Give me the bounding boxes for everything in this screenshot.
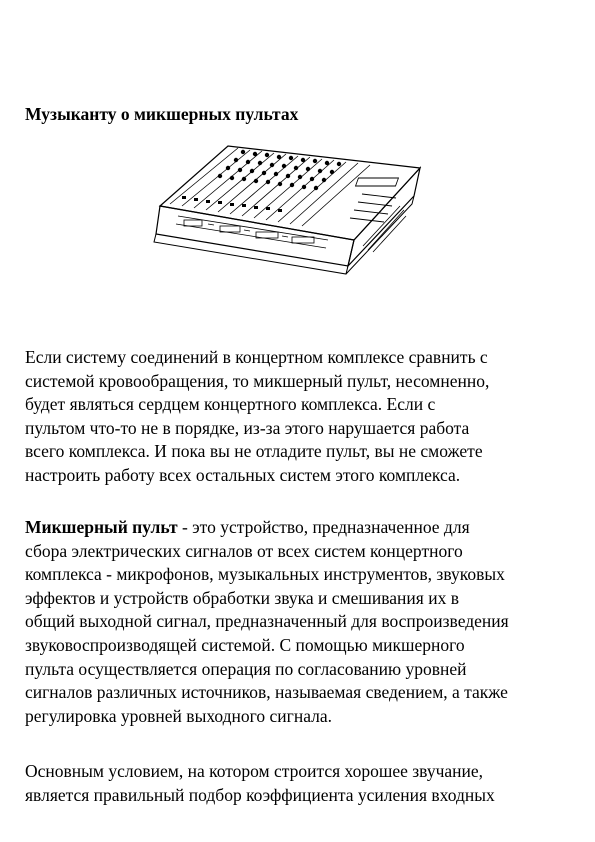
- paragraph-intro: [25, 346, 585, 488]
- text-line: звуковоспроизводящей системой. С помощью микшерного: [25, 634, 465, 655]
- mixing-console-icon: [148, 138, 438, 300]
- text-line: регулировка уровней выходного сигнала.: [25, 705, 333, 726]
- definition-start: - это устройство, предназначенное для: [177, 517, 470, 537]
- text-line: будет являться сердцем концертного комплекса. Если с: [25, 394, 436, 415]
- text-line: системой кровообращения, то микшерный пульт, несомненно,: [25, 370, 490, 391]
- text-line: пультом что-то не в порядке, из-за этого нарушается работа: [25, 417, 470, 438]
- paragraph-conditions: [25, 760, 585, 807]
- text-line: всего комплекса. И пока вы не отладите пульт, вы не сможете: [25, 441, 483, 462]
- paragraph-definition: [25, 516, 585, 728]
- text-line: сигналов различных источников, называемая сведением, а также: [25, 682, 508, 703]
- defined-term: Микшерный пульт: [25, 517, 178, 537]
- text-line: является правильный подбор коэффициента усиления входных: [25, 784, 495, 805]
- text-line: пульта осуществляется операция по согласованию уровней: [25, 658, 467, 679]
- text-line: эффектов и устройств обработки звука и смешивания их в: [25, 587, 459, 608]
- text-line: [25, 516, 585, 540]
- text-line: Основным условием, на котором строится хорошее звучание,: [25, 761, 484, 781]
- text-line: настроить работу всех остальных систем этого комплекса.: [25, 464, 461, 485]
- document-title: Музыканту о микшерных пультах: [25, 104, 299, 124]
- text-line: комплекса - микрофонов, музыкальных инструментов, звуковых: [25, 564, 505, 585]
- text-line: общий выходной сигнал, предназначенный для воспроизведения: [25, 611, 509, 632]
- text-line: Если систему соединений в концертном комплексе сравнить с: [25, 347, 488, 367]
- text-line: сбора электрических сигналов от всех систем концертного: [25, 540, 463, 561]
